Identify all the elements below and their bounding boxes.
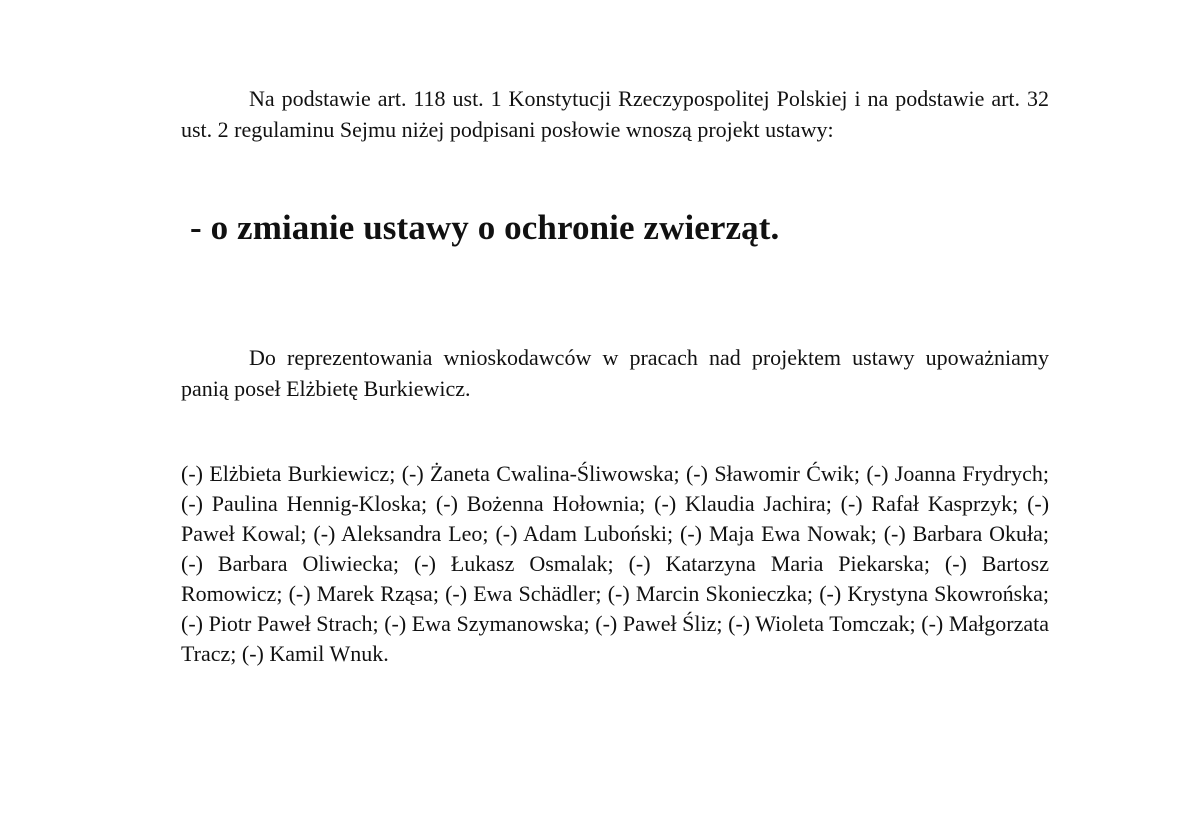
signature-entry: (-) Aleksandra Leo; <box>313 521 489 546</box>
signature-entry: (-) Krystyna Skowrońska; <box>819 581 1050 606</box>
signature-entry: (-) Klaudia Jachira; <box>654 491 832 516</box>
signature-entry: (-) Adam Luboński; <box>495 521 674 546</box>
signature-entry: (-) Marcin Skonieczka; <box>607 581 814 606</box>
intro-paragraph: Na podstawie art. 118 ust. 1 Konstytucji Rzeczypospolitej Polskiej i na podstawie art. 32 ust. 2 regulaminu Sejmu niżej podpisani posłowie wnoszą projekt ustawy: <box>181 86 1049 142</box>
signature-entry: (-) Wioleta Tomczak; <box>728 611 916 636</box>
signature-entry: (-) Kamil Wnuk. <box>241 641 389 666</box>
signature-entry: (-) Małgorzata Tracz; <box>181 611 1050 666</box>
signature-entry: (-) Piotr Paweł Strach; <box>181 611 379 636</box>
signature-entry: (-) Elżbieta Burkiewicz; <box>181 461 396 486</box>
signature-entry: (-) Paweł Kowal; <box>181 491 1050 546</box>
signature-entry: (-) Joanna Frydrych; <box>866 461 1050 486</box>
signatures-list <box>181 459 1049 669</box>
signature-entry: (-) Ewa Schädler; <box>445 581 602 606</box>
bill-title: - o zmianie ustawy o ochronie zwierząt. <box>190 208 780 247</box>
signature-entry: (-) Katarzyna Maria Piekarska; <box>628 551 930 576</box>
signature-entry: (-) Paweł Śliz; <box>595 611 723 636</box>
signature-entry: (-) Maja Ewa Nowak; <box>680 521 877 546</box>
signature-entry: (-) Barbara Oliwiecka; <box>181 551 399 576</box>
signature-entry: (-) Marek Rząsa; <box>288 581 439 606</box>
signature-entry: (-) Bartosz Romowicz; <box>181 551 1049 606</box>
representation-paragraph: Do reprezentowania wnioskodawców w pracach nad projektem ustawy upoważniamy panią poseł Elżbietę Burkiewicz. <box>181 345 1049 401</box>
signature-entry: (-) Bożenna Hołownia; <box>435 491 646 516</box>
signature-entry: (-) Rafał Kasprzyk; <box>840 491 1019 516</box>
signature-entry: (-) Ewa Szymanowska; <box>384 611 590 636</box>
signature-entry: (-) Żaneta Cwalina-Śliwowska; <box>401 461 680 486</box>
signature-entry: (-) Paulina Hennig-Kloska; <box>181 491 428 516</box>
signature-entry: (-) Sławomir Ćwik; <box>685 461 861 486</box>
signature-entry: (-) Barbara Okuła; <box>883 521 1050 546</box>
signature-entry: (-) Łukasz Osmalak; <box>413 551 614 576</box>
